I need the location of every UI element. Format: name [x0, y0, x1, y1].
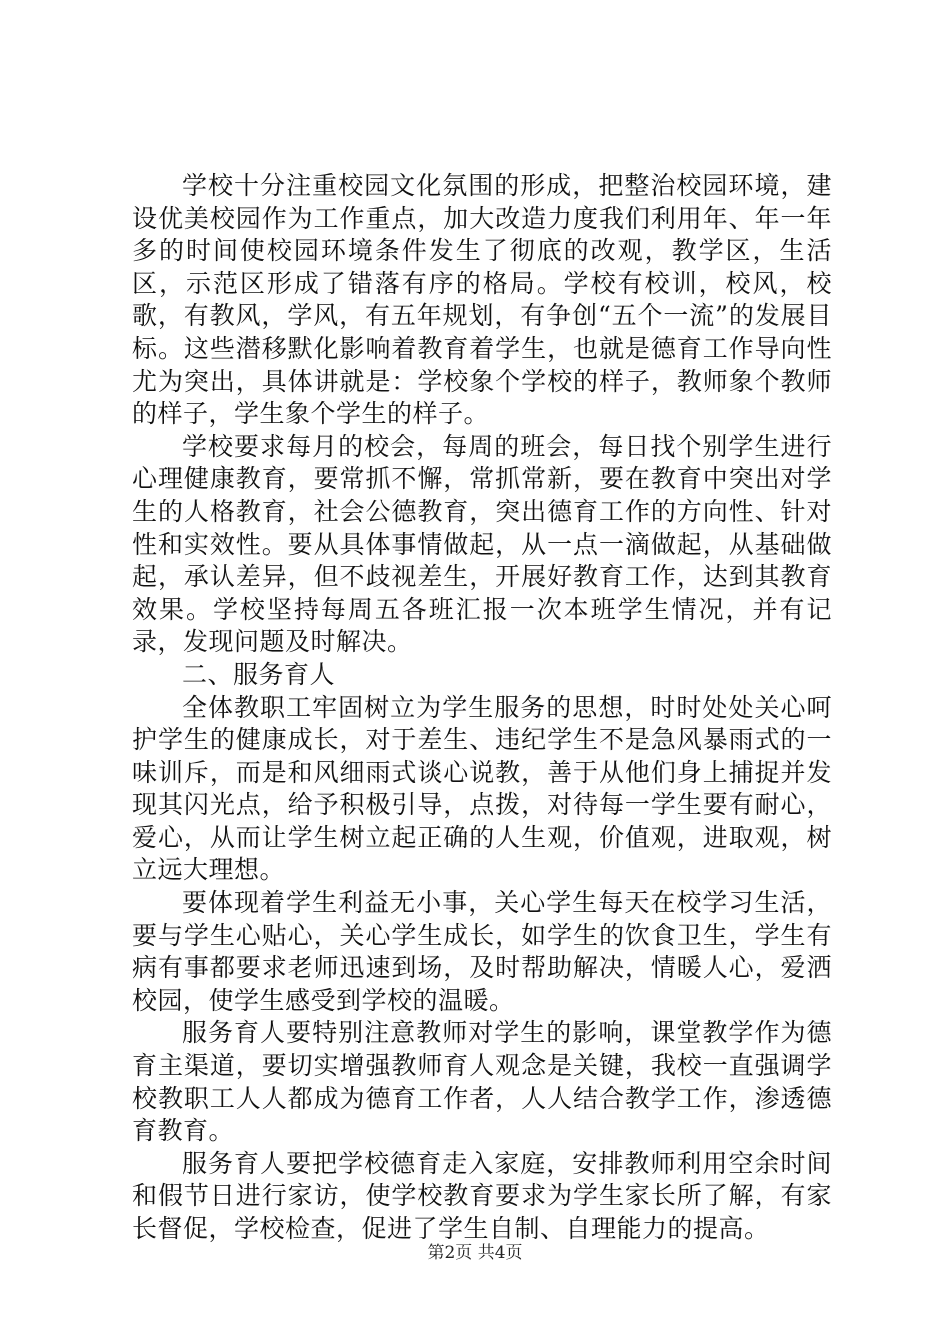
paragraph-moral-education: 学校要求每月的校会，每周的班会，每日找个别学生进行心理健康教育，要常抓不懈，常抓常新，要在教育中突出对学生的人格教育，社会公德教育，突出德育工作的方向性、针对性和实效性。要从具体事情做起，从一点一滴做起，从基础做起，承认差异，但不歧视差生，开展好教育工作，达到其教育效果。学校坚持每周五各班汇报一次本班学生情况，并有记录，发现问题及时解决。: [132, 431, 832, 657]
document-body: [132, 170, 832, 1246]
page-number-footer: 第2页 共4页: [427, 1243, 523, 1263]
paragraph-teacher-influence: 服务育人要特别注意教师对学生的影响，课堂教学作为德育主渠道，要切实增强教师育人观念是关键，我校一直强调学校教职工人人都成为德育工作者，人人结合教学工作，渗透德育教育。: [132, 1018, 832, 1146]
paragraph-staff-service: 全体教职工牢固树立为学生服务的思想，时时处处关心呵护学生的健康成长，对于差生、违纪学生不是急风暴雨式的一味训斥，而是和风细雨式谈心说教，善于从他们身上捕捉并发现其闪光点，给予积极引导，点拨，对待每一学生要有耐心，爱心，从而让学生树立起正确的人生观，价值观，进取观，树立远大理想。: [132, 692, 832, 885]
paragraph-home-visits: 服务育人要把学校德育走入家庭，安排教师利用空余时间和假节日进行家访，使学校教育要求为学生家长所了解，有家长督促，学校检查，促进了学生自制、自理能力的提高。: [132, 1148, 832, 1243]
section-heading-service: 二、服务育人: [182, 659, 336, 689]
paragraph-campus-culture: 学校十分注重校园文化氛围的形成，把整治校园环境，建设优美校园作为工作重点，加大改造力度我们利用年、年一年多的时间使校园环境条件发生了彻底的改观，教学区，生活区，示范区形成了错落有序的格局。学校有校训，校风，校歌，有教风，学风，有五年规划，有争创“五个一流”的发展目标。这些潜移默化影响着教育着学生，也就是德育工作导向性尤为突出，具体讲就是：学校象个学校的样子，教师象个教师的样子，学生象个学生的样子。: [132, 171, 832, 429]
paragraph-student-care: 要体现着学生利益无小事，关心学生每天在校学习生活，要与学生心贴心，关心学生成长，如学生的饮食卫生，学生有病有事都要求老师迅速到场，及时帮助解决，情暖人心，爱洒校园，使学生感受到学校的温暖。: [132, 888, 832, 1015]
